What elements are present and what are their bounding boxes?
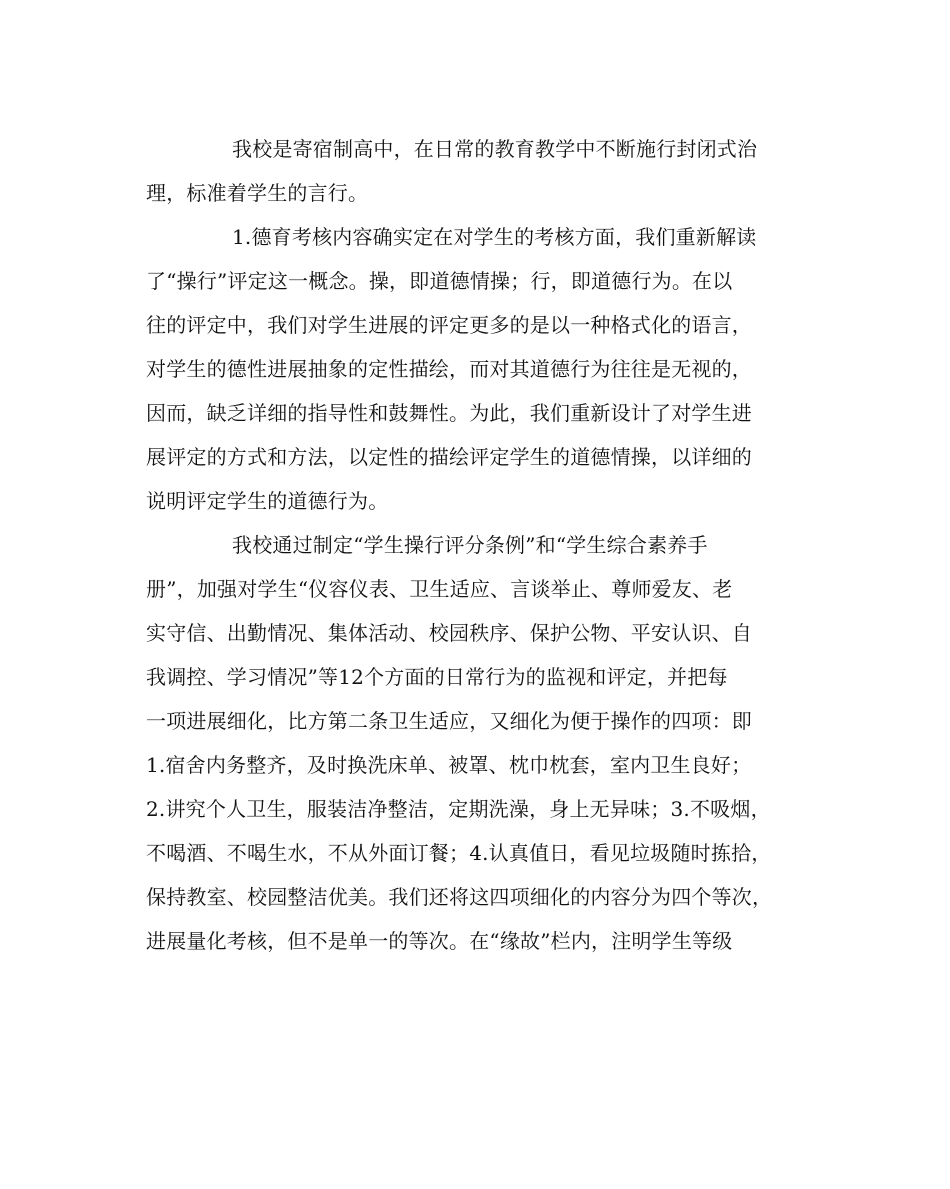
paragraph-3-line-8: 不喝酒、不喝生水，不从外面订餐；4.认真值日，看见垃圾随时拣拾， (146, 841, 772, 865)
paragraph-3-line-6: 1.宿舍内务整齐，及时换洗床单、被罩、枕巾枕套，室内卫生良好； (146, 753, 752, 777)
paragraph-2-line-4: 对学生的德性进展抽象的定性描绘，而对其道德行为往往是无视的， (146, 357, 752, 381)
paragraph-1-line-2: 理，标准着学生的言行。 (146, 181, 369, 205)
paragraph-2-line-5: 因而，缺乏详细的指导性和鼓舞性。为此，我们重新设计了对学生进 (146, 401, 752, 425)
paragraph-3-line-1: 我校通过制定“学生操行评分条例”和“学生综合素养手 (232, 533, 708, 557)
paragraph-3-line-10: 进展量化考核，但不是单一的等次。在“缘故”栏内，注明学生等级 (146, 929, 733, 953)
paragraph-3-line-7: 2.讲究个人卫生，服装洁净整洁，定期洗澡，身上无异味；3.不吸烟， (146, 797, 771, 821)
paragraph-3-line-4: 我调控、学习情况”等12个方面的日常行为的监视和评定，并把每 (146, 665, 728, 689)
paragraph-2-line-1: 1.德育考核内容确实定在对学生的考核方面，我们重新解读 (232, 225, 757, 249)
paragraph-2-line-6: 展评定的方式和方法，以定性的描绘评定学生的道德情操，以详细的 (146, 445, 752, 469)
body-text (146, 127, 806, 963)
paragraph-3-line-3: 实守信、出勤情况、集体活动、校园秩序、保护公物、平安认识、自 (146, 621, 752, 645)
paragraph-3-line-5: 一项进展细化，比方第二条卫生适应，又细化为便于操作的四项：即 (146, 709, 752, 733)
paragraph-2-line-3: 往的评定中，我们对学生进展的评定更多的是以一种格式化的语言， (146, 313, 752, 337)
paragraph-2-line-2: 了“操行”评定这一概念。操，即道德情操；行，即道德行为。在以 (146, 269, 733, 293)
paragraph-1-line-1: 我校是寄宿制高中，在日常的教育教学中不断施行封闭式治 (232, 137, 758, 161)
paragraph-3-line-9: 保持教室、校园整洁优美。我们还将这四项细化的内容分为四个等次， (146, 885, 773, 909)
paragraph-3-line-2: 册”，加强对学生“仪容仪表、卫生适应、言谈举止、尊师爱友、老 (146, 577, 733, 601)
paragraph-2-line-7: 说明评定学生的道德行为。 (146, 489, 389, 513)
